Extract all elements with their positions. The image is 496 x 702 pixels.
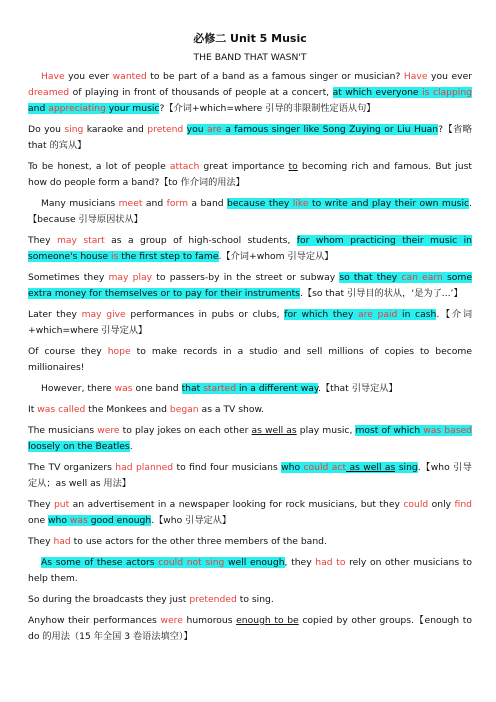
underlined-phrase: enough to be [236,615,299,626]
highlighted-clause: so that they [339,272,402,283]
text-segment: To be honest, a lot of people [28,161,170,172]
text-segment: karaoke and [83,124,148,135]
text-segment: one band [132,383,182,394]
underlined-phrase: to [288,161,298,172]
verb-highlight: had to [315,557,346,568]
text-segment: one [28,515,49,526]
paragraph [28,555,472,587]
verb-highlight: pretend [147,124,184,135]
text-segment: to make records in a studio and sell millions of copies to become millionaires! [28,346,472,373]
verb-highlight: wanted [112,71,147,82]
text-segment: to play jokes on each other [119,425,252,436]
verb-highlight: meet [118,198,143,209]
paragraph [28,381,472,397]
highlighted-clause: and [28,103,49,114]
verb-highlight: may give [81,309,126,320]
paragraph [28,423,472,455]
text-segment: They [28,499,54,510]
text-segment: humorous [182,615,237,626]
text-segment: and [142,198,167,209]
highlighted-clause: sing [395,462,418,473]
paragraph [28,196,472,228]
text-segment: Many musicians [41,198,119,209]
highlighted-clause: at which everyone [332,87,423,98]
text-segment: only [428,499,455,510]
paragraph [28,307,472,339]
text-segment: to use actors for the other three members of the band. [70,536,327,547]
highlighted-clause: are [206,124,222,135]
verb-highlight: began [169,404,199,415]
text-segment: copied by other groups.【enough to do 的用法（15 年全国 3 卷语法填空）】 [28,615,472,642]
highlighted-clause: to write and play their own music [308,198,470,209]
verb-highlight: may play [108,272,153,283]
paragraph [28,534,472,550]
highlighted-clause: some extra money for themselves or to pay for their instruments [28,272,473,299]
highlighted-clause: the first step to fame [118,251,219,262]
text-segment: Sometimes they [28,272,109,283]
text-segment: as a TV show. [198,404,265,415]
highlighted-clause: for whom practicing their music in someone's house [28,235,472,262]
text-segment: a band [188,198,228,209]
text-segment: .【介词+whom 引导定从】 [218,251,334,262]
verb-highlight: dreamed [28,87,70,98]
highlighted-clause: good enough [87,515,152,526]
paragraph [28,460,472,492]
verb-highlight: had planned [115,462,174,473]
text-segment: you ever [64,71,113,82]
highlighted-clause: started [203,383,237,394]
highlighted-clause: because they [227,198,293,209]
text-segment: Do you [28,124,65,135]
verb-highlight: pretended [189,594,237,605]
text-segment: to be part of a band as a famous singer or musician? [146,71,404,82]
highlighted-clause: was [69,515,88,526]
text-segment: Anyhow their performances [28,615,161,626]
highlighted-clause: can earn [401,272,443,283]
text-segment: performances in pubs or clubs, [125,309,285,320]
text-segment: great importance [199,161,289,172]
highlighted-clause: a famous singer like Song Zuying or Liu Huan [221,124,439,135]
paragraph [28,613,472,645]
text-segment: .【so that 引导目的状从，‘是为了...’】 [299,288,463,299]
text-segment: , they [284,557,316,568]
underlined-phrase: as well as [251,425,297,436]
highlighted-clause: could act [303,462,347,473]
text-segment: becoming rich and famous. But just how do people form a band?【to 作介词的用法】 [28,161,472,188]
verb-highlight: put [53,499,70,510]
text-segment: Of course they [28,346,108,357]
highlighted-clause: is clapping [422,87,473,98]
text-segment: The musicians [28,425,98,436]
text-segment: The TV organizers [28,462,116,473]
text-segment: . [129,441,133,452]
text-segment: .【that 引导定从】 [318,383,398,394]
text-segment: to passers-by in the street or subway [152,272,340,283]
passage-body [28,69,472,645]
highlighted-clause: well enough [224,557,285,568]
text-segment: It [28,404,38,415]
highlighted-clause: like [292,198,309,209]
paragraph [28,69,472,117]
highlighted-clause: your music [105,103,160,114]
verb-highlight: Have [403,71,428,82]
highlighted-clause: who [281,462,304,473]
paragraph [28,497,472,529]
verb-highlight: find [454,499,472,510]
verb-highlight: was [114,383,133,394]
verb-highlight: may start [56,235,105,246]
verb-highlight: form [166,198,189,209]
verb-highlight: were [160,615,183,626]
paragraph [28,402,472,418]
verb-highlight: was called [37,404,86,415]
paragraph [28,233,472,265]
highlighted-clause: who [48,515,70,526]
text-segment: play music, [296,425,356,436]
paragraph [28,344,472,376]
text-segment: ?【介词+which=where 引导的非限制性定语从句】 [159,103,376,114]
text-segment: .【because 引导原因状从】 [28,198,472,225]
text-segment: of playing in front of thousands of people at a concert, [69,87,333,98]
highlighted-clause: for which they [284,309,359,320]
highlighted-clause: that [181,383,204,394]
verb-highlight: Have [41,71,65,82]
highlighted-clause: you [186,124,207,135]
verb-highlight: could [403,499,429,510]
text-segment: Later they [28,309,82,320]
highlighted-clause: is [110,251,119,262]
highlighted-clause: in a different way [236,383,319,394]
text-segment: you ever [427,71,472,82]
text-segment: They [28,536,54,547]
highlighted-clause: As some of these actors [41,557,159,568]
highlighted-clause: loosely on the Beatles [28,441,130,452]
text-segment: an advertisement in a newspaper looking for rock musicians, but they [69,499,404,510]
paragraph [28,122,472,154]
text-segment: .【介词+which=where 引导定从】 [28,309,473,336]
verb-highlight: hope [107,346,131,357]
highlighted-clause: could not sing [158,557,225,568]
highlighted-clause: most of which [355,425,424,436]
paragraph [28,159,472,191]
text-segment: They [28,235,57,246]
text-segment: .【who 引导定从】 [151,515,232,526]
verb-highlight: sing [64,124,84,135]
text-segment: the Monkees and [85,404,170,415]
highlighted-clause: was based [423,425,472,436]
text-segment: as a group of high-school students, [104,235,297,246]
highlighted-clause: appreciating [48,103,106,114]
verb-highlight: attach [169,161,200,172]
text-segment: So during the broadcasts they just [28,594,190,605]
document-title: 必修二 Unit 5 Music [193,32,307,45]
text-segment: rely on other musicians to help them. [28,557,473,584]
highlighted-clause: as well as [346,462,396,473]
paragraph [28,592,472,608]
paragraph [28,270,472,302]
highlighted-clause: in cash [397,309,437,320]
verb-highlight: had [53,536,71,547]
passage-title: THE BAND THAT WASN'T [193,52,307,63]
text-segment: to sing. [236,594,274,605]
text-segment: to find four musicians [173,462,282,473]
text-segment: However, there [41,383,115,394]
highlighted-clause: are paid [358,309,398,320]
text-segment: .【who 引导定从；as well as 用法】 [28,462,472,489]
text-segment: ?【省略 that 的宾从】 [28,124,472,151]
verb-highlight: were [97,425,120,436]
